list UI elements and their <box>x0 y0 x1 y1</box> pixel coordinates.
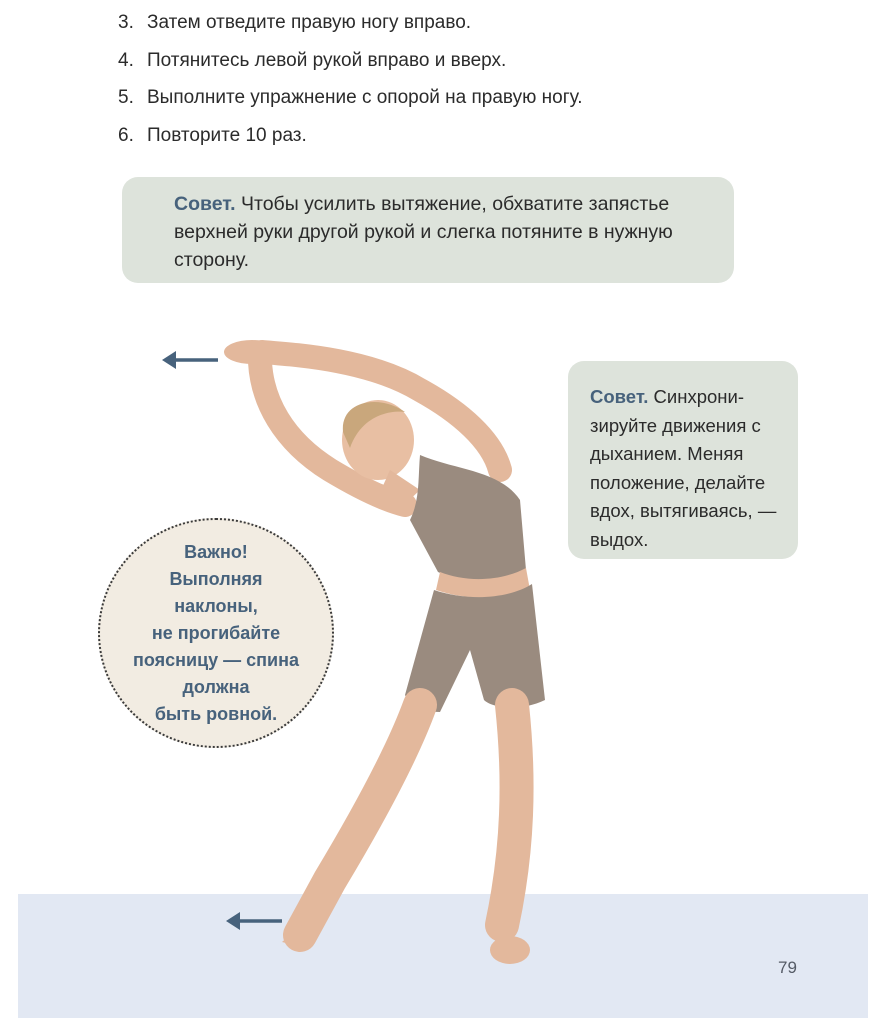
tip-label: Совет. <box>174 193 236 215</box>
step-number: 4. <box>118 49 134 71</box>
tip-text: Чтобы усилить вытяжение, обхватите запястье верхней руки другой рукой и слегка потяните в нужную сторону. <box>174 193 673 271</box>
step-number: 3. <box>118 12 134 33</box>
step-text: Потянитесь левой рукой вправо и вверх. <box>147 49 507 71</box>
tip-text: Синхронизируйте движения с дыханием. Меняя положение, делайте вдох, вытягиваясь, — выдох. <box>590 386 777 550</box>
tip-label: Совет. <box>590 386 649 407</box>
arrow-left-icon <box>226 911 282 931</box>
step-text: Затем отведите правую ногу вправо. <box>147 12 472 33</box>
arrow-left-icon <box>162 350 218 370</box>
step-text: Выполните упражнение с опорой на правую ногу. <box>147 87 583 108</box>
tip-box-breathing <box>568 361 798 559</box>
important-note-circle <box>98 518 334 748</box>
step-number: 5. <box>118 87 134 108</box>
step-text: Повторите 10 раз. <box>147 124 307 146</box>
step-number: 6. <box>118 124 134 146</box>
important-note-text: Важно! Выполняя наклоны, не прогибайте поясницу — спина должна быть ровной. <box>133 541 299 724</box>
page-number: 79 <box>778 958 797 977</box>
